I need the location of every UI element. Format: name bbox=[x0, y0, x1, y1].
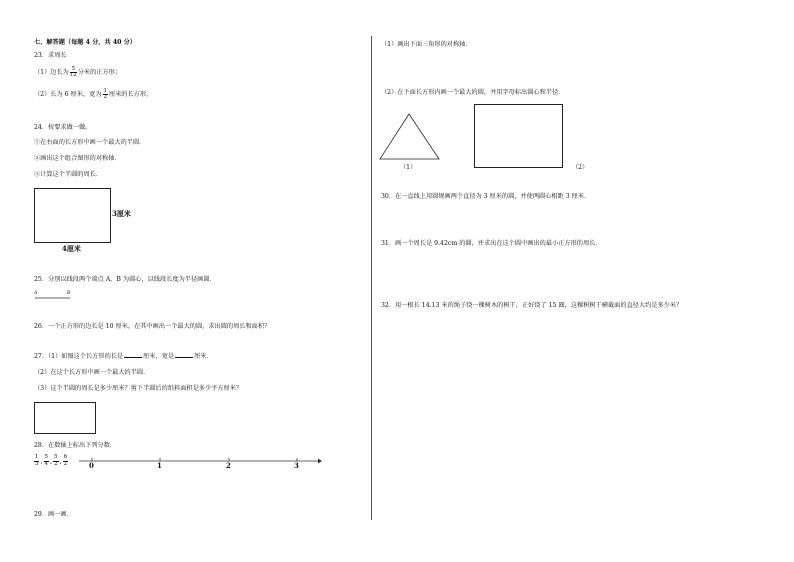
q24-step3: ③计算这个半圆的周长． bbox=[34, 171, 103, 178]
q23-part1-prefix: （1）边长为 bbox=[34, 69, 69, 76]
q28-tick-label-2: 2 bbox=[226, 461, 231, 470]
q23-part1-suffix: 分米的正方形； bbox=[77, 69, 122, 76]
q29-caption-1: （1） bbox=[400, 164, 417, 171]
q23-part1-fraction: $\frac{5}{12}$ bbox=[69, 65, 77, 78]
q23-part2-prefix: （2）长为 6 厘米，宽为 bbox=[34, 91, 102, 98]
q30-title: 30．在一直线上用圆规画两个直径为 3 厘米的圆，并使两圆心相距 3 厘米． bbox=[381, 193, 591, 200]
q29-title: 29．画一画． bbox=[34, 511, 73, 518]
q31-title: 31．画一个周长是 9.42cm 的圆，并求出在这个圆中画出的最小正方形的周长． bbox=[381, 240, 602, 247]
q27-line1-prefix: 27．（1）如图这个长方形的长是 bbox=[34, 353, 124, 360]
q28-tick-label-3: 3 bbox=[294, 461, 299, 470]
q24-side-label: 3厘米 bbox=[112, 209, 131, 218]
q27-line1-middle: 厘米，宽是 bbox=[143, 353, 175, 360]
q28-tick-label-1: 1 bbox=[157, 461, 162, 470]
q24-bottom-label: 4厘米 bbox=[62, 244, 81, 253]
q23-part2-fraction: $\frac{1}{2}$ bbox=[103, 87, 107, 100]
q27-line2: （2）在这个长方形中画一个最大的半圆． bbox=[34, 369, 150, 376]
q26-title: 26．一个正方形的边长是 10 厘米，在其中画出一个最大的圆，求出圆的周长和面积？ bbox=[34, 323, 271, 330]
q27-line1-suffix: 厘米． bbox=[194, 353, 213, 360]
q28-fraction-3: $\frac{5}{2}$ bbox=[54, 454, 58, 467]
q28-fraction-2: $\frac{5}{4}$ bbox=[44, 454, 48, 467]
q28-fraction-1: $\frac{1}{3}$ bbox=[35, 454, 39, 467]
q28-title: 28．在数轴上标出下列分数． bbox=[34, 442, 117, 449]
section-title: 七、解答题（每题 4 分，共 40 分） bbox=[34, 39, 136, 46]
q23-title: 23．求周长 bbox=[34, 52, 67, 59]
q28-fraction-4: $\frac{6}{2}$ bbox=[63, 454, 68, 467]
q29-part2: （2）在下面长方形内画一个最大的圆，并用字母标出圆心和半径． bbox=[381, 89, 565, 96]
q27-line3: （3）这个半圆的周长是多少厘米？剪下半圆后的纸料面积是多少平方厘米？ bbox=[34, 385, 243, 392]
q32-title: 32．用一根长 14.13 米的绳子绕一棵树木的树干，正好绕了 15 圈，这棵树树干横截面的直径大约是多少米？ bbox=[381, 302, 683, 309]
q24-step1: ①在右面的长方形中画一个最大的半圆． bbox=[34, 139, 146, 146]
q28-fraction-list: $\frac{1}{3}$ , $\frac{5}{4}$ , $\frac{5}{2}$ , $\frac{6}{2}$ bbox=[35, 454, 68, 467]
q24-title: 24．按要求做一做。 bbox=[34, 124, 92, 131]
q23-part2-suffix: 厘米的长方形。 bbox=[108, 91, 153, 98]
q29-caption-2: （2） bbox=[572, 164, 589, 171]
q25-point-b: B bbox=[67, 291, 71, 296]
q25-point-a: A bbox=[34, 291, 38, 296]
q24-step2: ②画出这个组合图形的对称轴． bbox=[34, 155, 121, 162]
q29-rectangle bbox=[474, 104, 563, 168]
q29-part1: （1）画出下面三角形的对称轴． bbox=[381, 41, 472, 48]
q25-title: 25．分别以线段两个端点 A、B 为圆心，以线段长度为半径画圆． bbox=[34, 276, 216, 283]
q28-tick-label-0: 0 bbox=[89, 461, 94, 470]
